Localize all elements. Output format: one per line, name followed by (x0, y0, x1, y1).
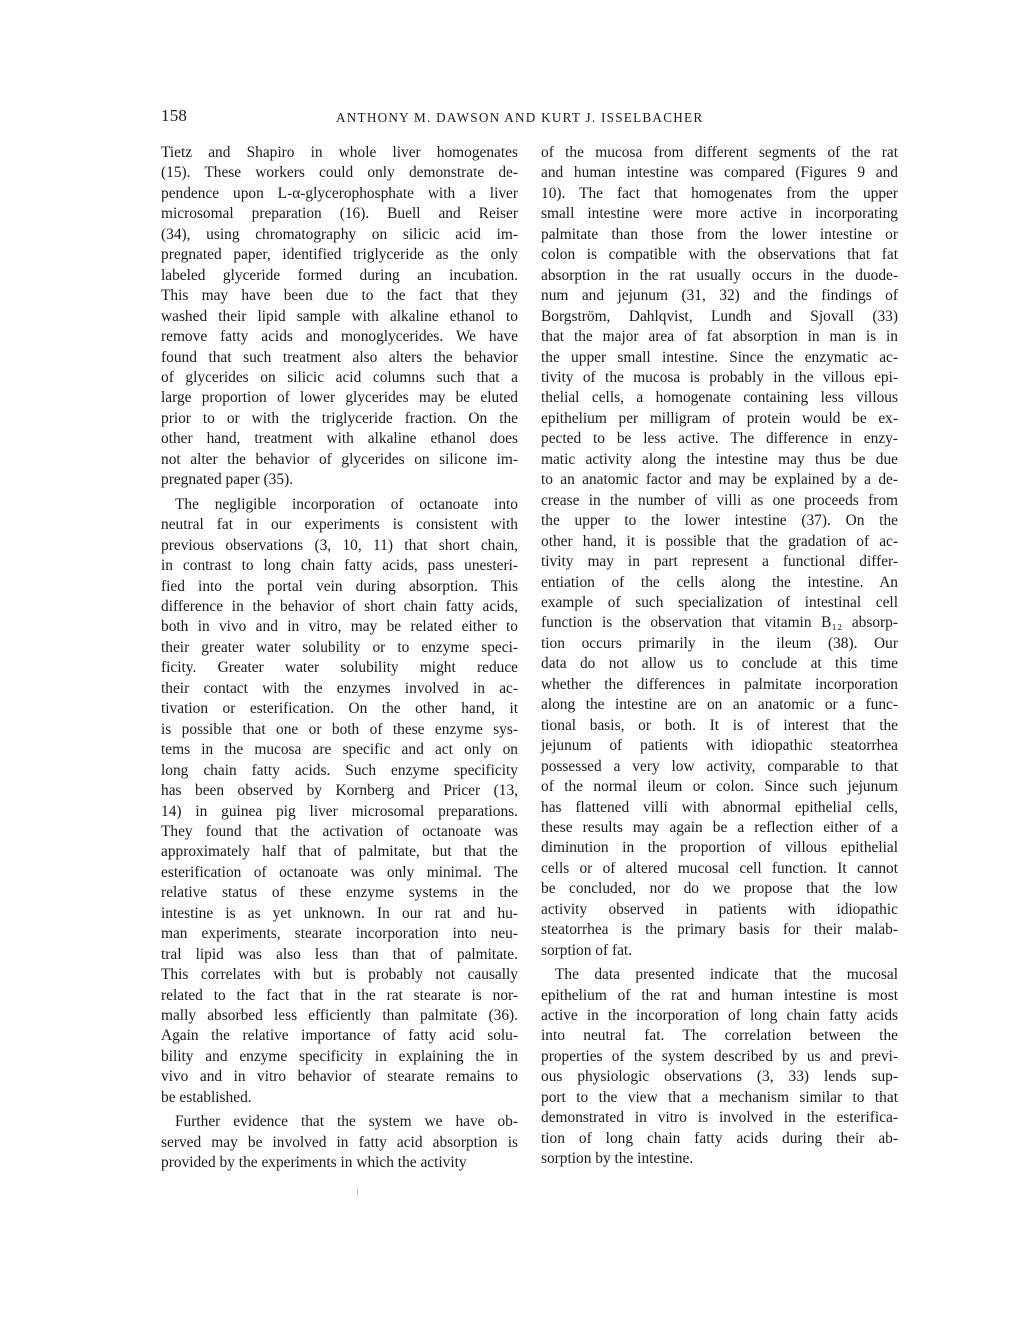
text-line: diminution in the proportion of villous epithelial (541, 839, 898, 857)
text-line: tion of long chain fatty acids during their ab- (541, 1129, 898, 1147)
paragraph (541, 143, 898, 961)
text-line: mally absorbed less efficiently than palmitate (36). (161, 1007, 518, 1025)
text-line: function is the observation that vitamin B₁₂ absorp- (541, 614, 898, 632)
text-line: tems in the mucosa are specific and act only on (161, 741, 518, 759)
text-line: ous physiologic observations (3, 33) lends sup- (541, 1068, 898, 1086)
text-line: their contact with the enzymes involved in ac- (161, 679, 518, 697)
text-line: in contrast to long chain fatty acids, pass unesteri- (161, 557, 518, 575)
text-line: Tietz and Shapiro in whole liver homogenates (161, 144, 518, 161)
text-line: both in vivo and in vitro, may be related either to (161, 618, 518, 636)
left-column (161, 143, 518, 1174)
text-line: demonstrated in vitro is involved in the esterifica- (541, 1109, 898, 1127)
text-line: whether the differences in palmitate incorporation (541, 675, 898, 693)
text-line: along the intestine are on an anatomic or a func- (541, 696, 898, 714)
text-line: activity observed in patients with idiopathic (541, 900, 898, 918)
text-line: steatorrhea is the primary basis for their malab- (541, 921, 898, 939)
text-line: Further evidence that the system we have ob- (175, 1113, 518, 1131)
text-line: vivo and in vitro behavior of stearate remains to (161, 1068, 518, 1086)
text-line: 14) in guinea pig liver microsomal preparations. (161, 802, 518, 820)
text-line: not alter the behavior of glycerides on silicone im- (161, 450, 518, 468)
text-line: cells or of altered mucosal cell function. It cannot (541, 859, 898, 877)
text-line: example of such specialization of intestinal cell (541, 593, 898, 611)
text-line: other hand, it is possible that the gradation of ac- (541, 532, 898, 550)
text-line: previous observations (3, 10, 11) that short chain, (161, 536, 518, 554)
footer-mark (357, 1188, 358, 1196)
text-line: fied into the portal vein during absorption. This (161, 577, 518, 595)
text-line: pregnated paper (35). (161, 471, 294, 489)
text-line: active in the incorporation of long chain fatty acids (541, 1007, 898, 1025)
text-line: properties of the system described by us and previ- (541, 1047, 898, 1065)
text-line: jejunum of patients with idiopathic steatorrhea (541, 737, 898, 755)
text-line: the upper small intestine. Since the enzymatic ac- (541, 348, 898, 366)
text-line: is possible that one or both of these enzyme sys- (161, 720, 518, 738)
text-line: They found that the activation of octanoate was (161, 822, 518, 840)
text-line: tion occurs primarily in the ileum (38). Our (541, 634, 898, 652)
page-number: 158 (161, 106, 188, 125)
text-line: be established. (161, 1088, 252, 1106)
text-line: small intestine were more active in incorporating (541, 205, 898, 223)
text-line: tional basis, or both. It is of interest that the (541, 716, 898, 734)
text-line: matic activity along the intestine may thus be due (541, 450, 898, 468)
text-line: thelial cells, a homogenate containing less villous (541, 389, 898, 407)
text-line: approximately half that of palmitate, but that the (161, 843, 518, 861)
text-line: to an anatomic factor and may be explained by a de- (541, 471, 898, 489)
text-line: prior to or with the triglyceride fraction. On the (161, 409, 518, 427)
text-line: of the normal ileum or colon. Since such jejunum (541, 778, 898, 796)
text-line: esterification of octanoate was only minimal. The (161, 863, 518, 881)
text-line: colon is compatible with the observations that fat (541, 246, 898, 264)
text-line: tivity may in part represent a functional differ- (541, 553, 898, 571)
text-line: This may have been due to the fact that they (161, 287, 518, 305)
text-line: has been observed by Kornberg and Pricer (13, (161, 782, 518, 800)
text-line: Borgström, Dahlqvist, Lundh and Sjovall (33) (541, 307, 898, 325)
paragraph (161, 143, 518, 491)
text-line: pendence upon L-α-glycerophosphate with a liver (161, 184, 518, 202)
text-line: be concluded, nor do we propose that the low (541, 880, 898, 898)
text-line: The data presented indicate that the mucosal (555, 966, 898, 984)
text-line: entiation of the cells along the intestine. An (541, 573, 898, 591)
text-line: has flattened villi with abnormal epithelial cells, (541, 798, 898, 816)
text-line: data do not allow us to conclude at this time (541, 655, 898, 673)
text-line: related to the fact that in the rat stearate is nor- (161, 986, 518, 1004)
text-line: labeled glyceride formed during an incubation. (161, 266, 518, 284)
text-line: their greater water solubility or to enzyme speci- (161, 638, 518, 656)
text-line: crease in the number of villi as one proceeds from (541, 491, 898, 509)
text-line: of glycerides on silicic acid columns such that a (161, 368, 518, 386)
text-line: 10). The fact that homogenates from the upper (541, 184, 898, 202)
text-line: difference in the behavior of short chain fatty acids, (161, 597, 518, 615)
paragraph (161, 495, 518, 1109)
text-line: (15). These workers could only demonstrate de- (161, 164, 518, 182)
text-line: (34), using chromatography on silicic acid im- (161, 225, 518, 243)
paragraph (161, 1112, 518, 1173)
text-line: that the major area of fat absorption in man is in (541, 328, 898, 346)
text-line: washed their lipid sample with alkaline ethanol to (161, 307, 518, 325)
text-line: long chain fatty acids. Such enzyme specificity (161, 761, 518, 779)
text-line: man experiments, stearate incorporation into neu- (161, 925, 518, 943)
text-line: and human intestine was compared (Figures 9 and (541, 164, 898, 182)
text-line: epithelium of the rat and human intestine is most (541, 986, 898, 1004)
text-line: tral lipid was also less than that of palmitate. (161, 945, 518, 963)
text-line: large proportion of lower glycerides may be eluted (161, 389, 518, 407)
text-line: This correlates with but is probably not causally (161, 966, 518, 984)
text-line: epithelium per milligram of protein would be ex- (541, 409, 898, 427)
text-line: intestine is as yet unknown. In our rat and hu- (161, 904, 518, 922)
text-line: sorption by the intestine. (541, 1150, 694, 1168)
text-line: into neutral fat. The correlation between the (541, 1027, 898, 1045)
paragraph (541, 965, 898, 1170)
text-line: the upper to the lower intestine (37). On the (541, 512, 898, 530)
text-line: of the mucosa from different segments of the rat (541, 144, 898, 161)
text-line: Again the relative importance of fatty acid solu- (161, 1027, 518, 1045)
text-line: tivation or esterification. On the other hand, it (161, 700, 518, 718)
text-line: found that such treatment also alters the behavior (161, 348, 518, 366)
text-line: bility and enzyme specificity in explaining the in (161, 1047, 518, 1065)
text-line: microsomal preparation (16). Buell and Reiser (161, 205, 518, 223)
text-line: pregnated paper, identified triglyceride as the only (161, 246, 518, 264)
text-line: neutral fat in our experiments is consistent with (161, 516, 518, 534)
text-line: served may be involved in fatty acid absorption is (161, 1133, 518, 1151)
text-line: provided by the experiments in which the activity (161, 1154, 467, 1172)
text-line: possessed a very low activity, comparable to that (541, 757, 898, 775)
text-line: pected to be less active. The difference in enzy- (541, 430, 898, 448)
text-line: remove fatty acids and monoglycerides. We have (161, 328, 518, 346)
running-head: ANTHONY M. DAWSON AND KURT J. ISSELBACHER (336, 110, 704, 125)
text-line: ficity. Greater water solubility might reduce (161, 659, 518, 677)
text-line: absorption in the rat usually occurs in the duode- (541, 266, 898, 284)
text-line: The negligible incorporation of octanoate into (175, 495, 518, 513)
text-line: sorption of fat. (541, 941, 633, 959)
text-line: num and jejunum (31, 32) and the findings of (541, 287, 898, 305)
text-line: tivity of the mucosa is probably in the villous epi- (541, 368, 898, 386)
text-line: palmitate than those from the lower intestine or (541, 225, 898, 243)
text-line: port to the view that a mechanism similar to that (541, 1088, 898, 1106)
right-column (541, 143, 898, 1170)
text-line: other hand, treatment with alkaline ethanol does (161, 430, 518, 448)
text-line: relative status of these enzyme systems in the (161, 884, 518, 902)
text-line: these results may again be a reflection either of a (541, 818, 898, 836)
